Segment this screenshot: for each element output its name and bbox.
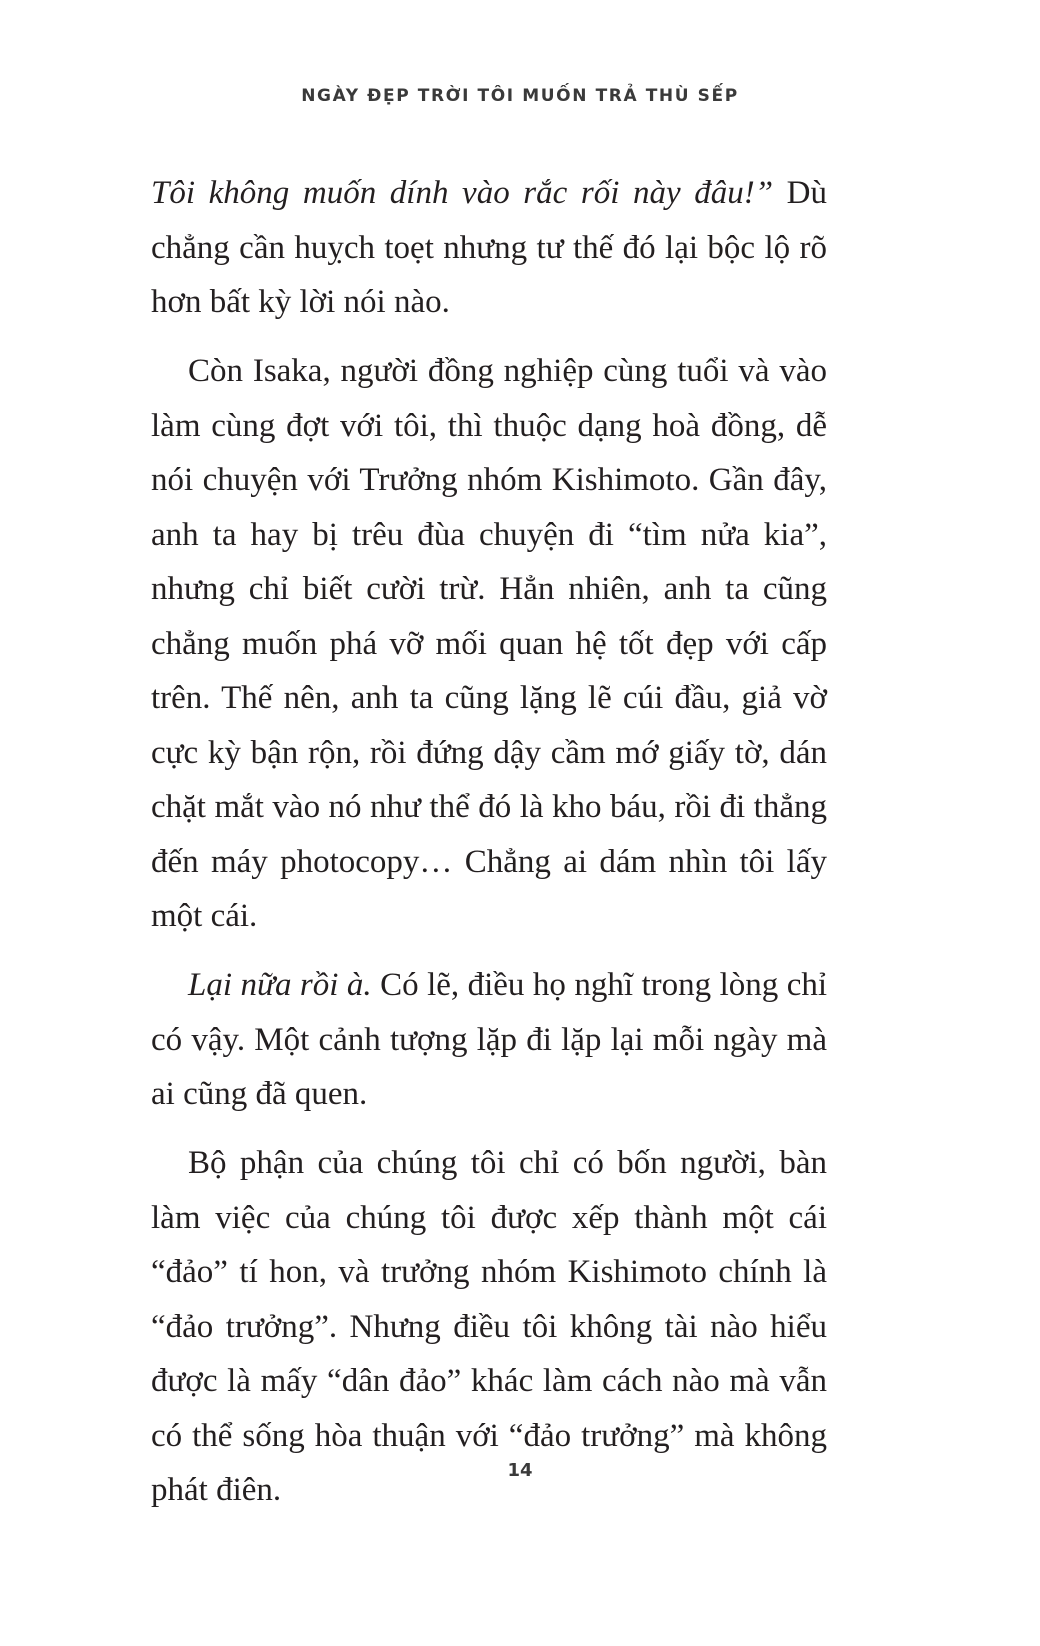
paragraph-3 [151, 958, 827, 1122]
paragraph-3-italic: Lại nữa rồi à. [188, 967, 372, 1003]
paragraph-1 [151, 166, 827, 330]
running-header: NGÀY ĐẸP TRỜI TÔI MUỐN TRẢ THÙ SẾP [301, 86, 739, 106]
paragraph-3-text: Có lẽ, điều họ nghĩ trong lòng chỉ có vậy. Một cảnh tượng lặp đi lặp lại mỗi ngày mà ai cũng đã quen. [151, 967, 828, 1112]
paragraph-2-text: Còn Isaka, người đồng nghiệp cùng tuổi và vào làm cùng đợt với tôi, thì thuộc dạng hoà đồng, dễ nói chuyện với Trưởng nhóm Kishimoto. Gần đây, anh ta hay bị trêu đùa chuyện đi “tìm nửa kia”, nhưng chỉ biết cười trừ. Hẳn nhiên, anh ta cũng chẳng muốn phá vỡ mối quan hệ tốt đẹp với cấp trên. Thế nên, anh ta cũng lặng lẽ cúi đầu, giả vờ cực kỳ bận rộn, rồi đứng dậy cầm mớ giấy tờ, dán chặt mắt vào nó như thể đó là kho báu, rồi đi thẳng đến máy photocopy… Chẳng ai dám nhìn tôi lấy một cái. [151, 353, 827, 934]
page-number: 14 [507, 1460, 533, 1481]
paragraph-2 [151, 344, 827, 944]
paragraph-4-text: Bộ phận của chúng tôi chỉ có bốn người, bàn làm việc của chúng tôi được xếp thành một cái “đảo” tí hon, và trưởng nhóm Kishimoto chính là “đảo trưởng”. Nhưng điều tôi không tài nào hiểu được là mấy “dân đảo” khác làm cách nào mà vẫn có thể sống hòa thuận với “đảo trưởng” mà không phát điên. [151, 1145, 827, 1508]
paragraph-1-text: Dù chẳng cần huỵch toẹt nhưng tư thế đó lại bộc lộ rõ hơn bất kỳ lời nói nào. [151, 175, 827, 320]
page-body [151, 166, 827, 1532]
paragraph-1-italic: Tôi không muốn dính vào rắc rối này đâu!” [151, 175, 774, 211]
